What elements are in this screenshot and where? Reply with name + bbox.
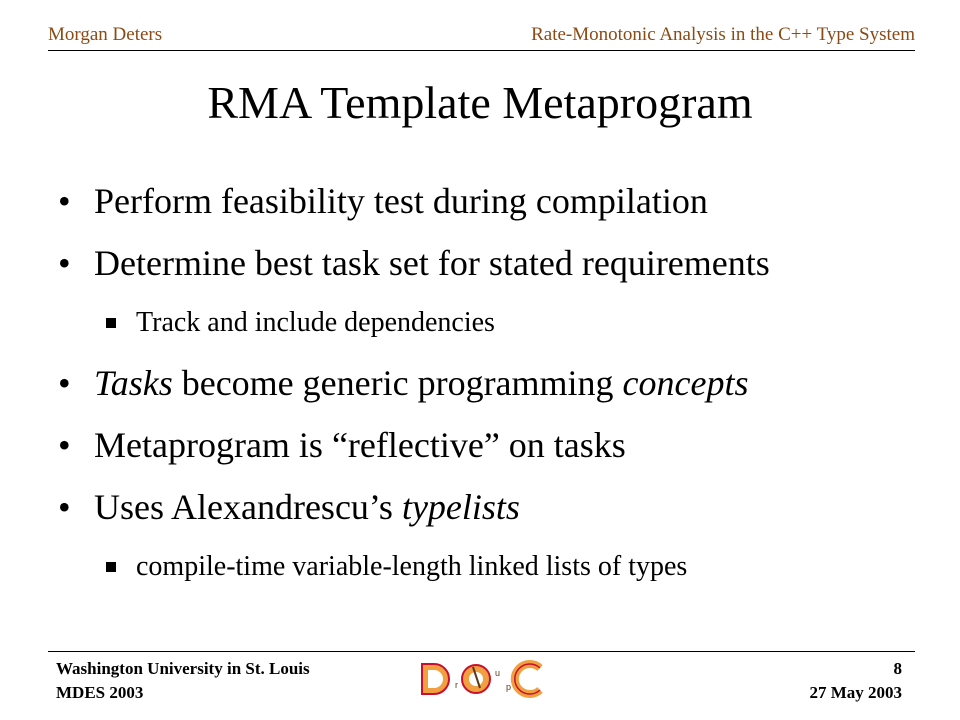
square-bullet-icon [106,562,116,572]
bullet-item [58,422,928,484]
header-divider [48,50,915,51]
bullet-list [58,178,928,604]
sub-bullet-text: compile-time variable-length linked lists of types [136,551,688,582]
bullet-text-italic: Tasks [94,363,173,403]
bullet-item [58,484,928,546]
footer-divider [48,651,915,652]
bullet-text: Uses Alexandrescu’s [94,487,402,527]
bullet-item [58,240,928,302]
svg-text:r: r [455,680,458,690]
bullet-item [58,360,928,422]
bullet-text: Perform feasibility test during compilation [94,181,708,221]
bullet-text: Determine best task set for stated requirements [94,243,770,283]
bullet-text: become generic programming [172,363,623,403]
footer-date: 27 May 2003 [809,683,902,702]
bullet-text-italic: concepts [622,363,749,403]
square-bullet-icon [106,318,116,328]
bullet-dot-icon: • [58,487,71,527]
svg-text:p: p [506,682,512,692]
header-author: Morgan Deters [48,24,163,45]
bullet-dot-icon: • [58,425,71,465]
header-talk-title: Rate-Monotonic Analysis in the C++ Type System [531,24,915,45]
doc-group-logo-icon [418,660,544,698]
sub-bullet-text: Track and include dependencies [136,307,495,338]
bullet-text-italic: typelists [401,487,520,527]
bullet-dot-icon: • [58,243,71,283]
footer-slide-number: 8 [893,659,902,678]
bullet-dot-icon: • [58,363,71,403]
footer-venue: MDES 2003 [56,683,144,702]
slide-title: RMA Template Metaprogram [207,77,753,128]
bullet-text: Metaprogram is “reflective” on tasks [94,425,626,465]
footer-institution: Washington University in St. Louis [56,659,310,678]
bullet-dot-icon: • [58,181,71,221]
sub-bullet-item [58,302,928,360]
bullet-item [58,178,928,240]
svg-text:u: u [495,668,501,678]
sub-bullet-item [58,546,928,604]
